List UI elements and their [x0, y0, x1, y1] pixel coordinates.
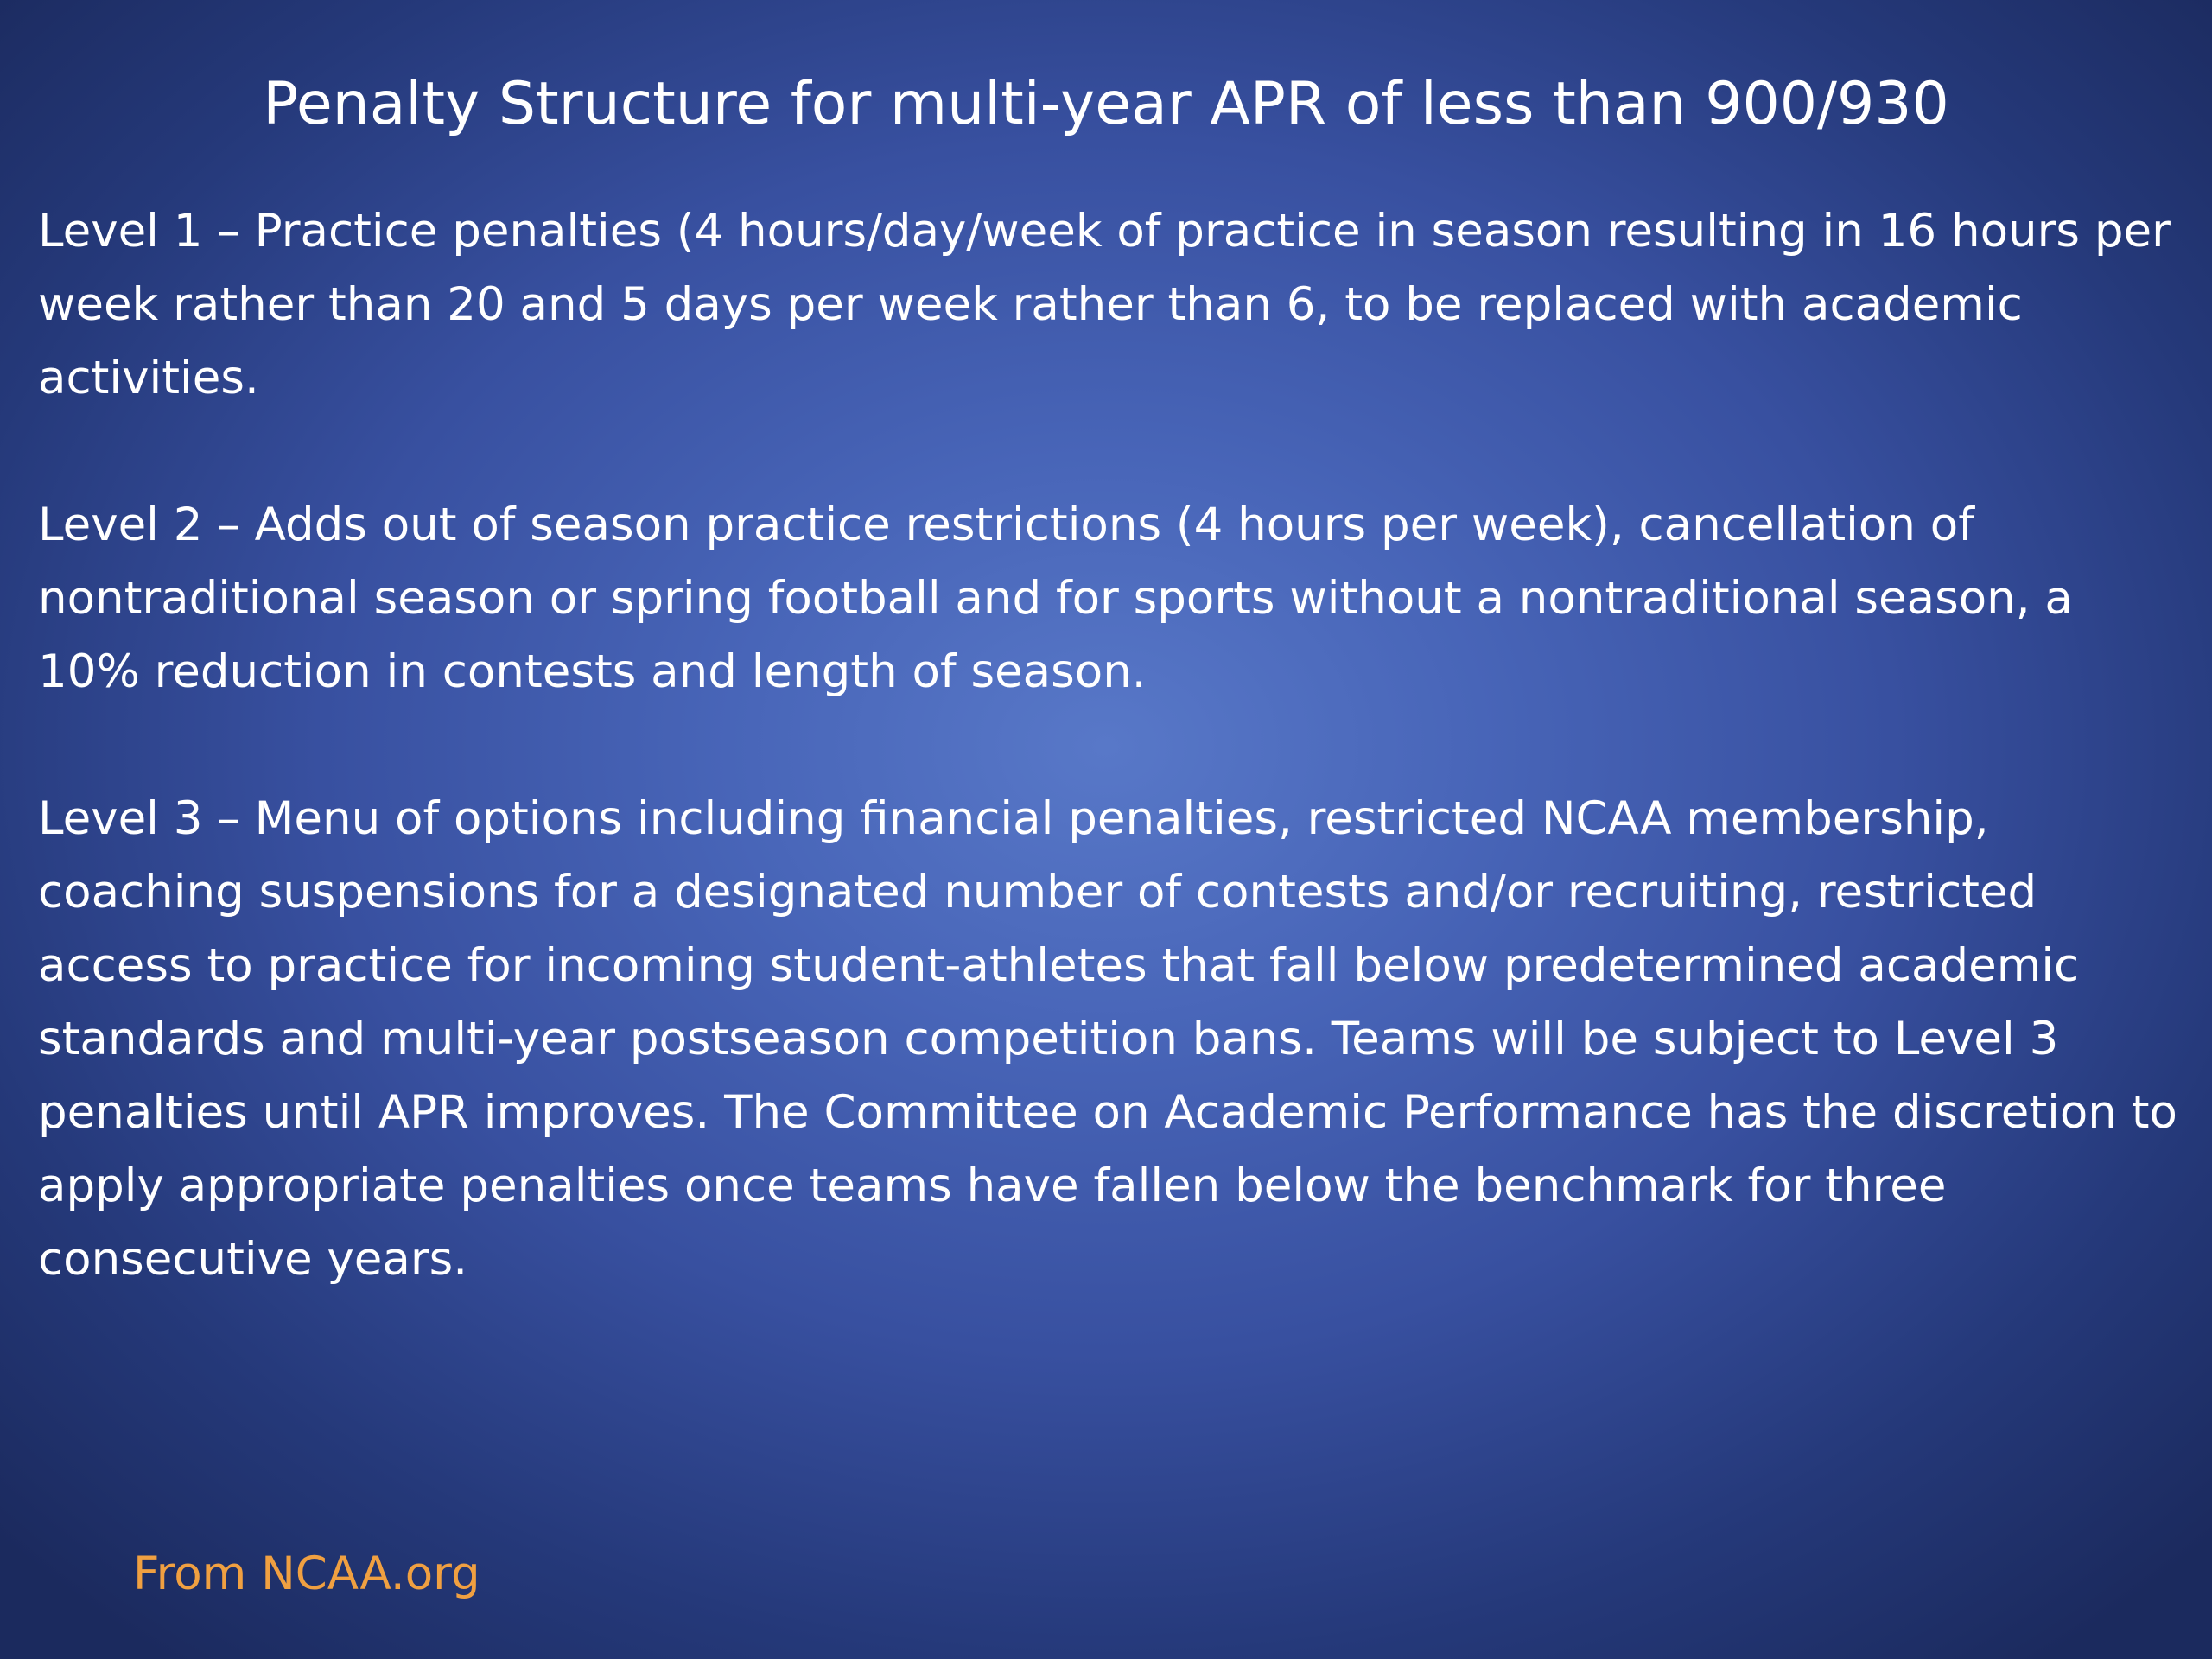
level-3-paragraph: Level 3 – Menu of options including financial penalties, restricted NCAA membership, coaching suspensions for a designated number of contests and/or recruiting, restricted access to practice for incoming student-athletes that fall below predetermined academic standards and multi-year postseason competition bans. Teams will be subject to Level 3 penalties until APR improves. The Committee on Academic Performance has the discretion to apply appropriate penalties once teams have fallen below the benchmark for three consecutive years.	[38, 792, 2177, 1286]
slide-title: Penalty Structure for multi-year APR of less than 900/930	[263, 70, 1949, 138]
slide-body	[38, 194, 2181, 1296]
source-note: From NCAA.org	[133, 1548, 480, 1600]
level-2-paragraph: Level 2 – Adds out of season practice restrictions (4 hours per week), cancellation of nontraditional season or spring football and for sports without a nontraditional season, a 10% reduction in contests and length of season.	[38, 499, 2073, 698]
level-1-paragraph: Level 1 – Practice penalties (4 hours/day/week of practice in season resulting in 16 hours per week rather than 20 and 5 days per week rather than 6, to be replaced with academic activities.	[38, 205, 2171, 404]
